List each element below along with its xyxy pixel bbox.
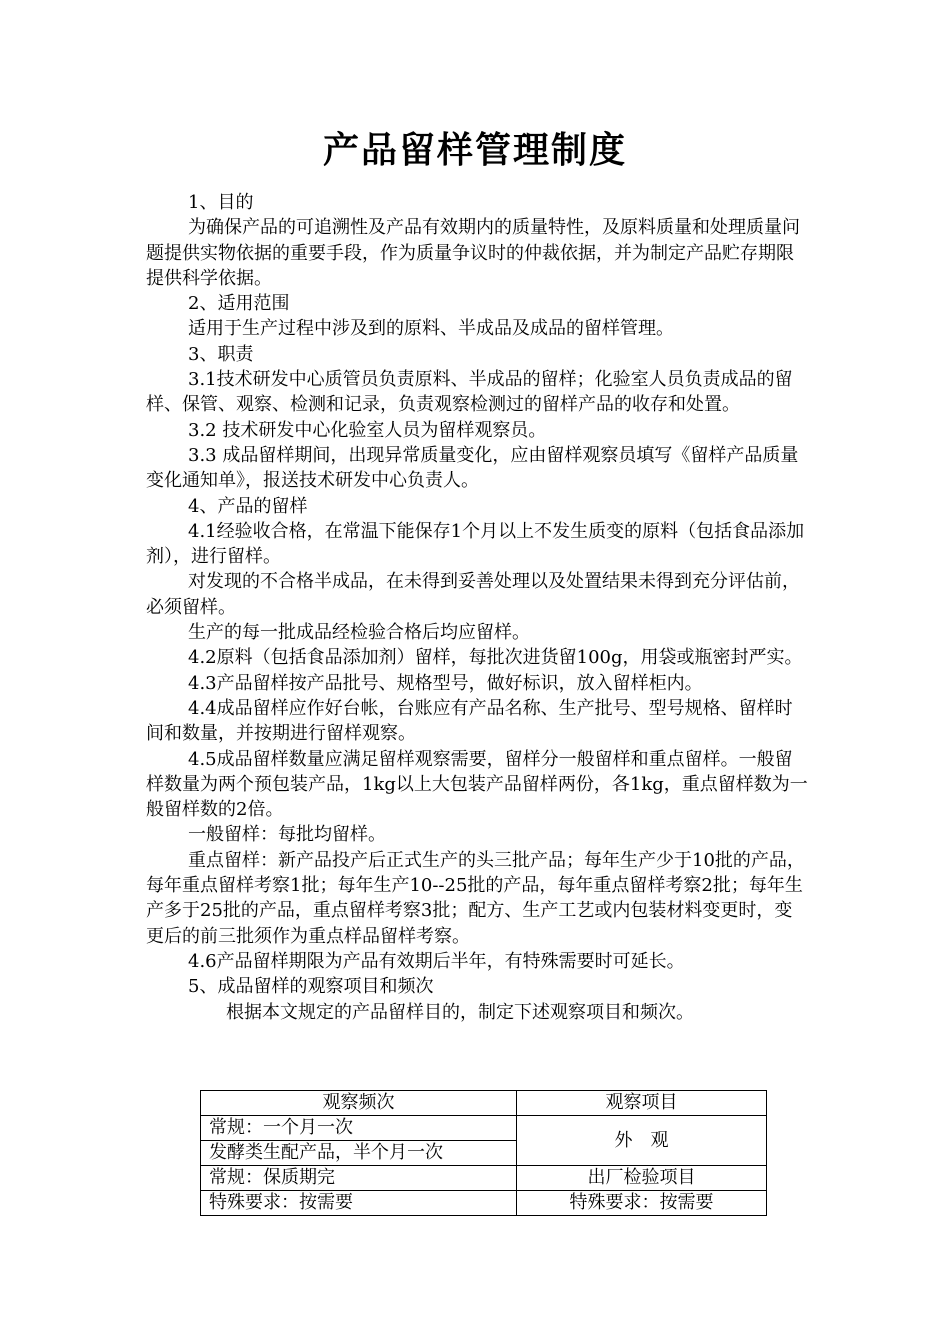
paragraph: 5、成品留样的观察项目和频次 xyxy=(188,976,434,998)
table-row xyxy=(201,1191,767,1216)
paragraph: 重点留样：新产品投产后正式生产的头三批产品；每年生产少于10批的产品，每年重点留样考察1批；每年生产10--25批的产品，每年重点留样考察2批；每年生产多于25批的产品，重点留样考察3批；配方、生产工艺或内包装材料变更时，变更后的前三批须作为重点样品留样考察。 xyxy=(146,849,805,947)
paragraph: 4.5成品留样数量应满足留样观察需要，留样分一般留样和重点留样。一般留样数量为两个预包装产品，1kg以上大包装产品留样两份，各1kg，重点留样数为一般留样数的2倍。 xyxy=(146,748,808,821)
paragraph: 2、适用范围 xyxy=(188,293,290,315)
header-frequency: 观察频次 xyxy=(201,1091,517,1116)
paragraph: 4.2原料（包括食品添加剂）留样，每批次进货留100g，用袋或瓶密封严实。 xyxy=(188,647,803,669)
paragraph: 对发现的不合格半成品，在未得到妥善处理以及处置结果未得到充分评估前，必须留样。 xyxy=(146,571,800,618)
table-header-row xyxy=(201,1091,767,1116)
paragraph: 生产的每一批成品经检验合格后均应留样。 xyxy=(188,622,530,644)
paragraph: 3.1技术研发中心质管员负责原料、半成品的留样；化验室人员负责成品的留样、保管、观察、检测和记录，负责观察检测过的留样产品的收存和处置。 xyxy=(146,369,793,416)
cell-item: 外 观 xyxy=(517,1116,767,1166)
paragraph: 适用于生产过程中涉及到的原料、半成品及成品的留样管理。 xyxy=(188,318,674,340)
paragraph: 根据本文规定的产品留样目的，制定下述观察项目和频次。 xyxy=(226,1001,694,1023)
document-body xyxy=(146,190,810,1025)
observation-table xyxy=(200,1090,767,1216)
cell-item: 出厂检验项目 xyxy=(517,1166,767,1191)
paragraph: 4.6产品留样期限为产品有效期后半年，有特殊需要时可延长。 xyxy=(188,950,685,972)
header-item: 观察项目 xyxy=(517,1091,767,1116)
cell-frequency: 常规：一个月一次 xyxy=(201,1116,517,1141)
paragraph: 为确保产品的可追溯性及产品有效期内的质量特性，及原料质量和处理质量问题提供实物依据的重要手段，作为质量争议时的仲裁依据，并为制定产品贮存期限提供科学依据。 xyxy=(146,217,800,289)
paragraph: 4.1经验收合格，在常温下能保存1个月以上不发生质变的原料（包括食品添加剂），进行留样。 xyxy=(146,520,805,568)
table-row xyxy=(201,1166,767,1191)
paragraph: 4.4成品留样应作好台帐，台账应有产品名称、生产批号、型号规格、留样时间和数量，并按期进行留样观察。 xyxy=(146,697,793,745)
document-title: 产品留样管理制度 xyxy=(322,129,627,171)
cell-frequency: 发酵类生配产品，半个月一次 xyxy=(201,1141,517,1166)
cell-item: 特殊要求：按需要 xyxy=(517,1191,767,1216)
table-row xyxy=(201,1116,767,1141)
paragraph: 3.2 技术研发中心化验室人员为留样观察员。 xyxy=(188,419,547,441)
paragraph: 3、职责 xyxy=(188,343,254,365)
paragraph: 一般留样：每批均留样。 xyxy=(188,824,386,846)
paragraph: 4.3产品留样按产品批号、规格型号，做好标识，放入留样柜内。 xyxy=(188,672,703,694)
paragraph: 4、产品的留样 xyxy=(188,495,308,517)
cell-frequency: 常规：保质期完 xyxy=(201,1166,517,1191)
cell-frequency: 特殊要求：按需要 xyxy=(201,1191,517,1216)
paragraph: 3.3 成品留样期间，出现异常质量变化，应由留样观察员填写《留样产品质量变化通知单》，报送技术研发中心负责人。 xyxy=(146,444,799,492)
paragraph: 1、目的 xyxy=(188,192,254,213)
